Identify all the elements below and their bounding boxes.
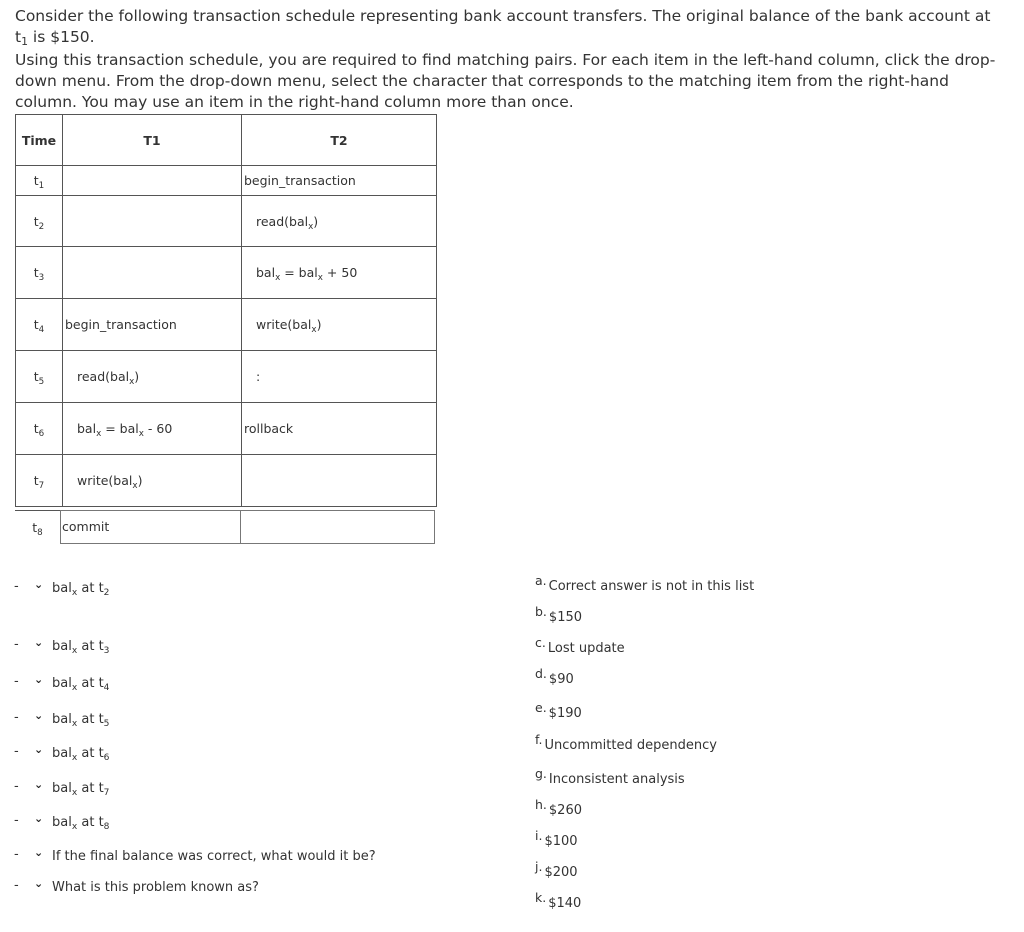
- option-e: e. $190: [535, 700, 582, 721]
- question-label: If the final balance was correct, what would it be?: [52, 848, 376, 864]
- t2-cell: read(bal$_x$): [242, 196, 437, 247]
- time-cell: $t_8$: [15, 510, 60, 544]
- header-t1: T1: [63, 115, 242, 166]
- question-balx-t8: [12, 811, 109, 833]
- question-label: bal$_x$ at $t_8$: [52, 814, 110, 832]
- t2-cell: [242, 455, 437, 507]
- intro-text: Consider the following transaction schedule representing bank account transfers. The original balance of the bank account at t: [15, 7, 991, 46]
- time-cell: $t_6$: [16, 403, 63, 455]
- option-g: g. Inconsistent analysis: [535, 766, 685, 787]
- answer-dropdown[interactable]: - ⌄: [12, 578, 45, 598]
- answer-dropdown[interactable]: - ⌄: [12, 636, 45, 656]
- header-time: Time: [16, 115, 63, 166]
- chevron-down-icon: ⌄: [34, 743, 44, 756]
- table-row-t8: [15, 510, 435, 544]
- t1-cell: [63, 247, 242, 299]
- table-row: [16, 166, 437, 196]
- table-row: [16, 299, 437, 351]
- t2-cell: rollback: [242, 403, 437, 455]
- answer-dropdown[interactable]: - ⌄: [12, 778, 45, 798]
- question-label: bal$_x$ at $t_5$: [52, 711, 110, 729]
- time-cell: $t_7$: [16, 455, 63, 507]
- time-cell: $t_1$: [16, 166, 63, 196]
- answer-dropdown[interactable]: - ⌄: [12, 709, 45, 729]
- chevron-down-icon: ⌄: [34, 709, 44, 722]
- question-balx-t2: [12, 577, 109, 599]
- time-cell: $t_3$: [16, 247, 63, 299]
- question-label: bal$_x$ at $t_6$: [52, 745, 110, 763]
- answer-dropdown[interactable]: - ⌄: [12, 673, 45, 693]
- t2-cell: write(bal$_x$): [242, 299, 437, 351]
- t1-cell: begin_transaction: [63, 299, 242, 351]
- chevron-down-icon: ⌄: [34, 812, 44, 825]
- chevron-down-icon: ⌄: [34, 778, 44, 791]
- question-balx-t4: [12, 672, 109, 694]
- question-label: bal$_x$ at $t_4$: [52, 675, 110, 693]
- option-c: c. Lost update: [535, 635, 625, 656]
- table-row: [16, 196, 437, 247]
- subscript: 1: [21, 35, 28, 48]
- answer-dropdown[interactable]: - ⌄: [12, 743, 45, 763]
- intro-paragraph-2: Using this transaction schedule, you are required to find matching pairs. For each item in the left-hand column, click the drop-down menu. From the drop-down menu, select the character that corresponds to the matching item from the right-hand column. You may use an item in the right-hand column more than once.: [15, 51, 996, 111]
- question-problem-name: [12, 876, 259, 898]
- t2-cell: bal$_x$ = bal$_x$ + 50: [242, 247, 437, 299]
- t1-cell: commit: [60, 510, 241, 544]
- header-t2: T2: [242, 115, 437, 166]
- intro-paragraph-1: [15, 6, 1005, 48]
- option-j: j. $200: [535, 859, 578, 880]
- question-label: What is this problem known as?: [52, 879, 259, 895]
- intro-text: is $150.: [27, 28, 95, 46]
- chevron-down-icon: ⌄: [34, 636, 44, 649]
- table-header-row: [16, 115, 437, 166]
- question-balx-t6: [12, 742, 109, 764]
- t2-cell: :: [242, 351, 437, 403]
- table-row: [16, 351, 437, 403]
- question-balx-t3: [12, 635, 109, 657]
- t1-cell: bal$_x$ = bal$_x$ - 60: [63, 403, 242, 455]
- option-a: a. Correct answer is not in this list: [535, 573, 755, 594]
- option-h: h. $260: [535, 797, 582, 818]
- instructions: [15, 6, 1005, 115]
- t1-cell: [63, 196, 242, 247]
- table-row: [16, 247, 437, 299]
- t2-cell: [241, 510, 435, 544]
- answer-dropdown[interactable]: - ⌄: [12, 846, 45, 866]
- question-balx-t7: [12, 777, 109, 799]
- question-label: bal$_x$ at $t_2$: [52, 580, 110, 598]
- time-cell: $t_5$: [16, 351, 63, 403]
- t1-cell: [63, 166, 242, 196]
- option-i: i. $100: [535, 828, 578, 849]
- question-balx-t5: [12, 708, 109, 730]
- t2-cell: begin_transaction: [242, 166, 437, 196]
- option-b: b. $150: [535, 604, 583, 625]
- time-cell: $t_2$: [16, 196, 63, 247]
- table-row: [16, 455, 437, 507]
- chevron-down-icon: ⌄: [34, 673, 44, 686]
- t1-cell: read(bal$_x$): [63, 351, 242, 403]
- question-label: bal$_x$ at $t_7$: [52, 780, 110, 798]
- answer-dropdown[interactable]: - ⌄: [12, 877, 45, 897]
- answer-dropdown[interactable]: - ⌄: [12, 812, 45, 832]
- option-f: f. Uncommitted dependency: [535, 732, 717, 753]
- chevron-down-icon: ⌄: [34, 877, 44, 890]
- option-d: d. $90: [535, 666, 574, 687]
- transaction-schedule-table: [15, 114, 437, 507]
- option-k: k. $140: [535, 890, 582, 911]
- chevron-down-icon: ⌄: [34, 578, 44, 591]
- chevron-down-icon: ⌄: [34, 846, 44, 859]
- t1-cell: write(bal$_x$): [63, 455, 242, 507]
- question-final-balance: [12, 845, 376, 867]
- question-label: bal$_x$ at $t_3$: [52, 638, 110, 656]
- time-cell: $t_4$: [16, 299, 63, 351]
- table-row: [16, 403, 437, 455]
